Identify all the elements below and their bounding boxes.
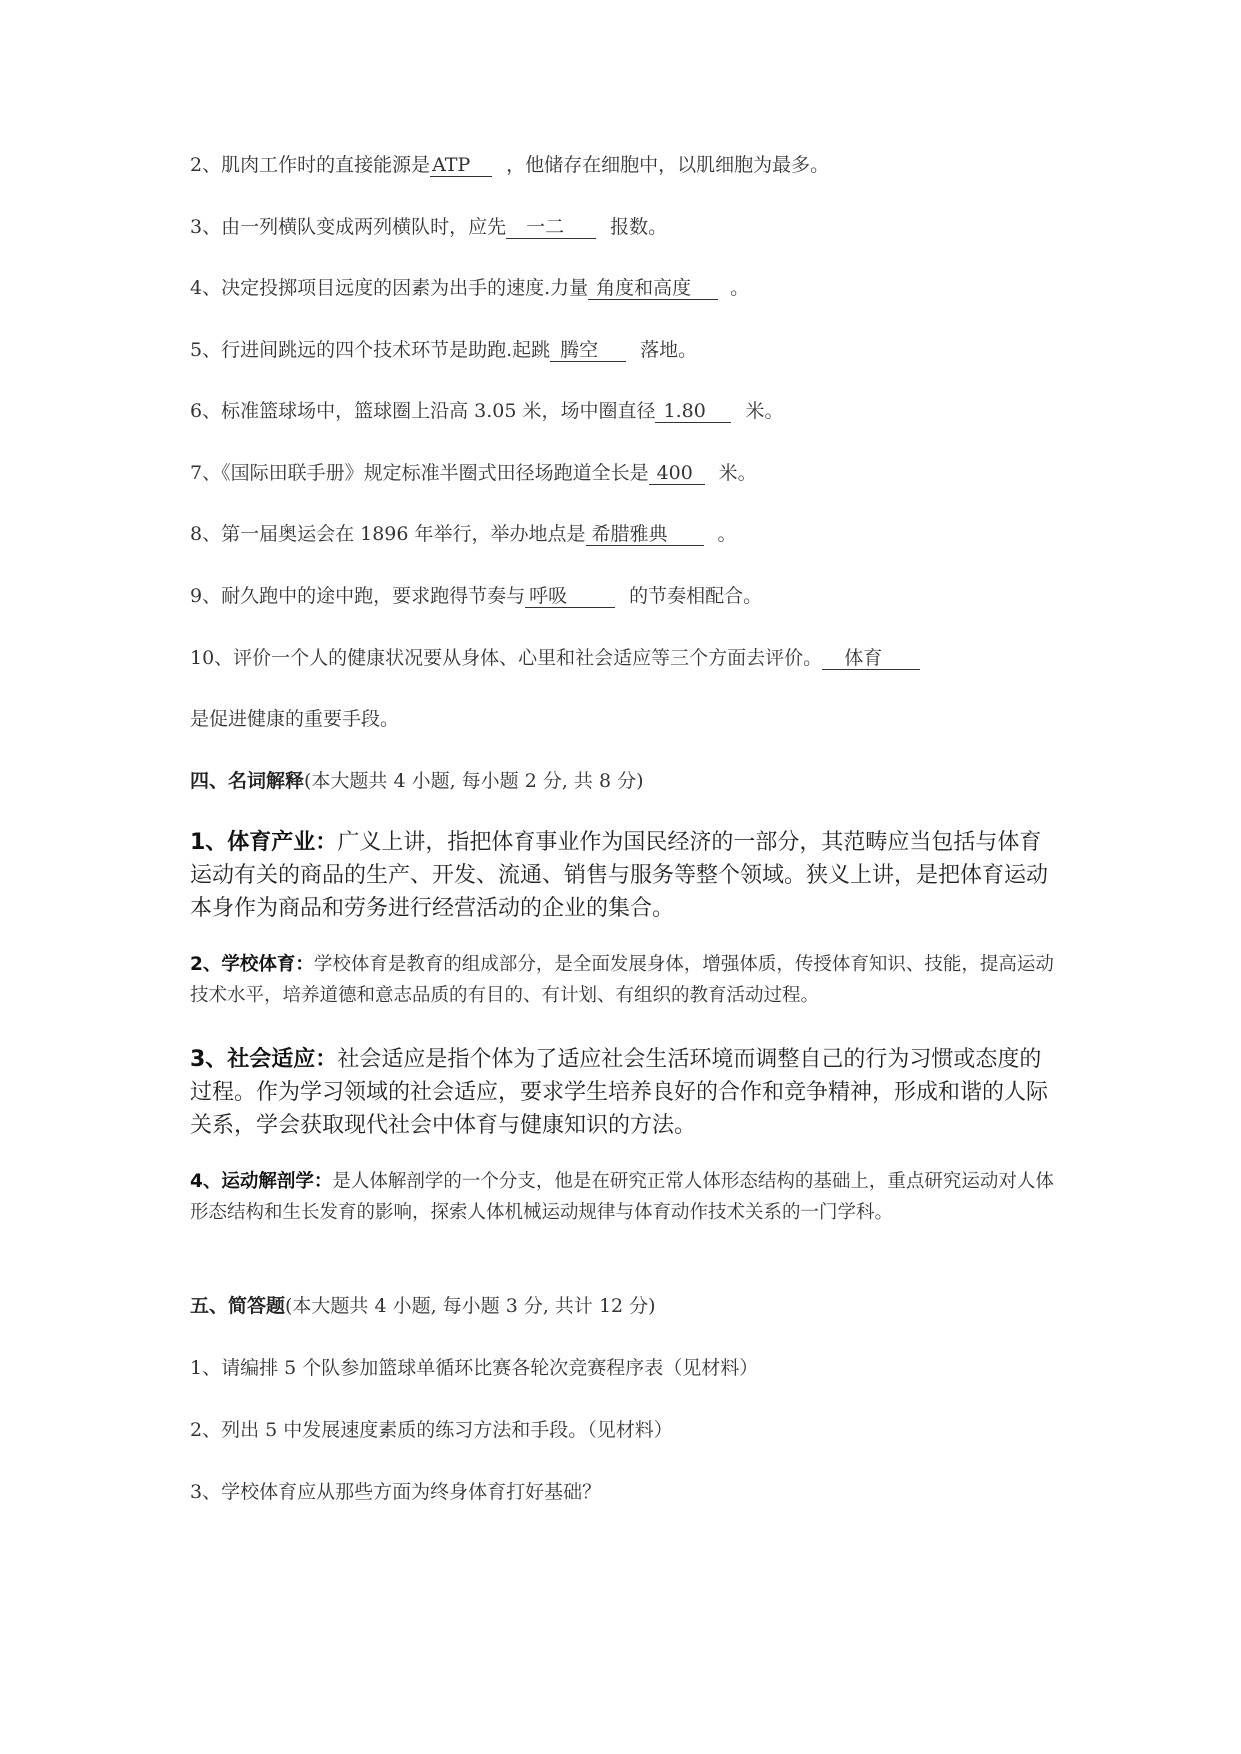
question-text: 报数。	[610, 216, 668, 238]
fill-in-continuation: 是促进健康的重要手段。	[190, 708, 400, 730]
fill-in-question-2	[190, 152, 829, 178]
section-5-heading	[190, 1293, 656, 1319]
fill-in-question-3	[190, 214, 667, 240]
question-text: 3、由一列横队变成两列横队时，应先	[190, 216, 507, 238]
answer-blank: 一二	[506, 216, 596, 239]
definition-term: 2、学校体育：	[190, 954, 314, 975]
question-text: 10、评价一个人的健康状况要从身体、心里和社会适应等三个方面去评价。	[190, 647, 823, 669]
short-answer-question-3: 3、学校体育应从那些方面为终身体育打好基础？	[190, 1481, 602, 1503]
question-text: 落地。	[640, 339, 698, 361]
definition-2	[190, 949, 1060, 1011]
question-text: 的节奏相配合。	[629, 585, 763, 607]
definition-text: 是人体解剖学的一个分支，他是在研究正常人体形态结构的基础上，重点研究运动对人体形态结构和生长发育的影响，探索人体机械运动规律与体育动作技术关系的一门学科。	[190, 1171, 1054, 1223]
section-4-heading	[190, 768, 644, 794]
question-text: 9、耐久跑中的途中跑，要求跑得节奏与	[190, 585, 526, 607]
question-text: 米。	[745, 400, 784, 422]
answer-blank: 呼吸	[525, 585, 615, 608]
definition-term: 4、运动解剖学：	[190, 1171, 333, 1192]
fill-in-question-8	[190, 521, 737, 547]
fill-in-question-7	[190, 460, 757, 486]
fill-in-question-4	[190, 275, 749, 301]
question-text: 米。	[718, 462, 757, 484]
section-title: 四、名词解释	[190, 770, 305, 792]
definition-3	[190, 1043, 1060, 1142]
answer-blank: 腾空	[550, 339, 626, 362]
definition-text: 广义上讲，指把体育事业作为国民经济的一部分，其范畴应当包括与体育运动有关的商品的生产、开发、流通、销售与服务等整个领域。狭义上讲，是把体育运动本身作为商品和劳务进行经营活动的企业的集合。	[190, 830, 1049, 921]
definition-text: 社会适应是指个体为了适应社会生活环境而调整自己的行为习惯或态度的过程。作为学习领域的社会适应，要求学生培养良好的合作和竞争精神，形成和谐的人际关系，学会获取现代社会中体育与健康知识的方法。	[190, 1047, 1049, 1138]
question-text: 。	[730, 277, 750, 299]
question-text: 8、第一届奥运会在 1896 年举行，举办地点是	[190, 523, 586, 545]
fill-in-question-9	[190, 583, 762, 609]
question-text: 4、决定投掷项目远度的因素为出手的速度.力量	[190, 277, 589, 299]
definition-term: 3、社会适应：	[190, 1047, 338, 1072]
definition-text: 学校体育是教育的组成部分，是全面发展身体，增强体质，传授体育知识、技能，提高运动技术水平，培养道德和意志品质的有目的、有计划、有组织的教育活动过程。	[190, 954, 1054, 1006]
answer-blank: 1.80	[655, 400, 731, 423]
question-text: 5、行进间跳远的四个技术环节是助跑.起跳	[190, 339, 551, 361]
answer-blank: 400	[649, 462, 705, 485]
question-text: 2、肌肉工作时的直接能源是	[190, 154, 431, 176]
section-note: (本大题共 4 小题, 每小题 2 分, 共 8 分)	[304, 770, 644, 792]
section-note: (本大题共 4 小题, 每小题 3 分, 共计 12 分)	[285, 1295, 656, 1317]
definition-1	[190, 826, 1060, 925]
question-text: 7、《国际田联手册》规定标准半圈式田径场跑道全长是	[190, 462, 649, 484]
question-text: 。	[717, 523, 737, 545]
section-title: 五、简答题	[190, 1295, 286, 1317]
answer-blank: 希腊雅典	[586, 523, 704, 546]
fill-in-question-10	[190, 645, 920, 671]
definition-term: 1、体育产业：	[190, 830, 338, 855]
question-text: 6、标准篮球场中，篮球圈上沿高 3.05 米，场中圈直径	[190, 400, 656, 422]
short-answer-question-1: 1、请编排 5 个队参加篮球单循环比赛各轮次竞赛程序表（见材料）	[190, 1357, 759, 1379]
fill-in-question-6	[190, 398, 784, 424]
answer-blank: 体育	[822, 647, 920, 670]
question-text: ，他储存在细胞中，以肌细胞为最多。	[506, 154, 830, 176]
answer-blank: 角度和高度	[588, 277, 718, 300]
definition-4	[190, 1166, 1060, 1228]
answer-blank: ATP	[430, 154, 492, 177]
fill-in-question-5	[190, 337, 697, 363]
short-answer-question-2: 2、列出 5 中发展速度素质的练习方法和手段。（见材料）	[190, 1419, 673, 1441]
